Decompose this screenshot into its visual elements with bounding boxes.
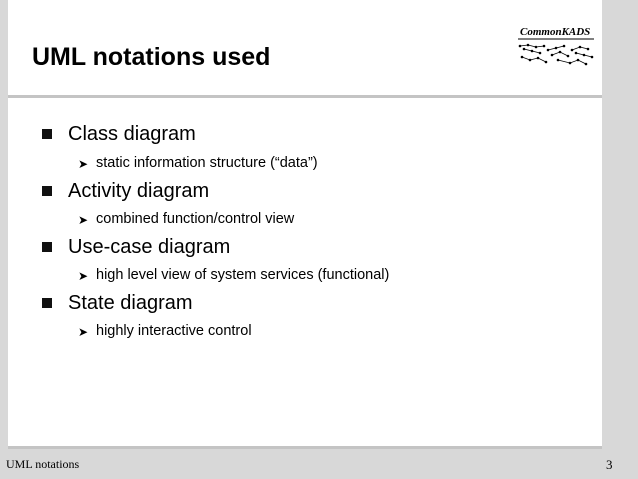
left-border	[0, 0, 8, 479]
sub-bullet-use-case-diagram: high level view of system services (functional)	[96, 267, 390, 283]
sub-bullet-class-diagram: static information structure (“data”)	[96, 155, 318, 171]
page-number: 3	[606, 457, 613, 472]
logo-text: CommonKADS	[520, 26, 591, 38]
sub-bullet-state-diagram: highly interactive control	[96, 323, 252, 339]
bullet-square-icon	[42, 298, 52, 308]
bullet-square-icon	[42, 186, 52, 196]
bullet-square-icon	[42, 129, 52, 139]
bullet-activity-diagram: Activity diagram	[68, 180, 210, 202]
sub-bullet-arrow-icon: ➤	[78, 269, 89, 283]
slide-footer	[0, 449, 638, 479]
bullet-square-icon	[42, 242, 52, 252]
right-border	[602, 0, 638, 479]
sub-bullet-arrow-icon: ➤	[78, 157, 89, 171]
sub-bullet-arrow-icon: ➤	[78, 325, 89, 339]
sub-bullet-arrow-icon: ➤	[78, 213, 89, 227]
bullet-use-case-diagram: Use-case diagram	[68, 236, 231, 258]
bullet-state-diagram: State diagram	[68, 292, 193, 314]
footer-title: UML notations	[6, 457, 80, 471]
bullet-class-diagram: Class diagram	[68, 123, 196, 145]
sub-bullet-activity-diagram: combined function/control view	[96, 211, 295, 227]
header-divider	[8, 95, 602, 98]
slide-title: UML notations used	[32, 43, 271, 71]
